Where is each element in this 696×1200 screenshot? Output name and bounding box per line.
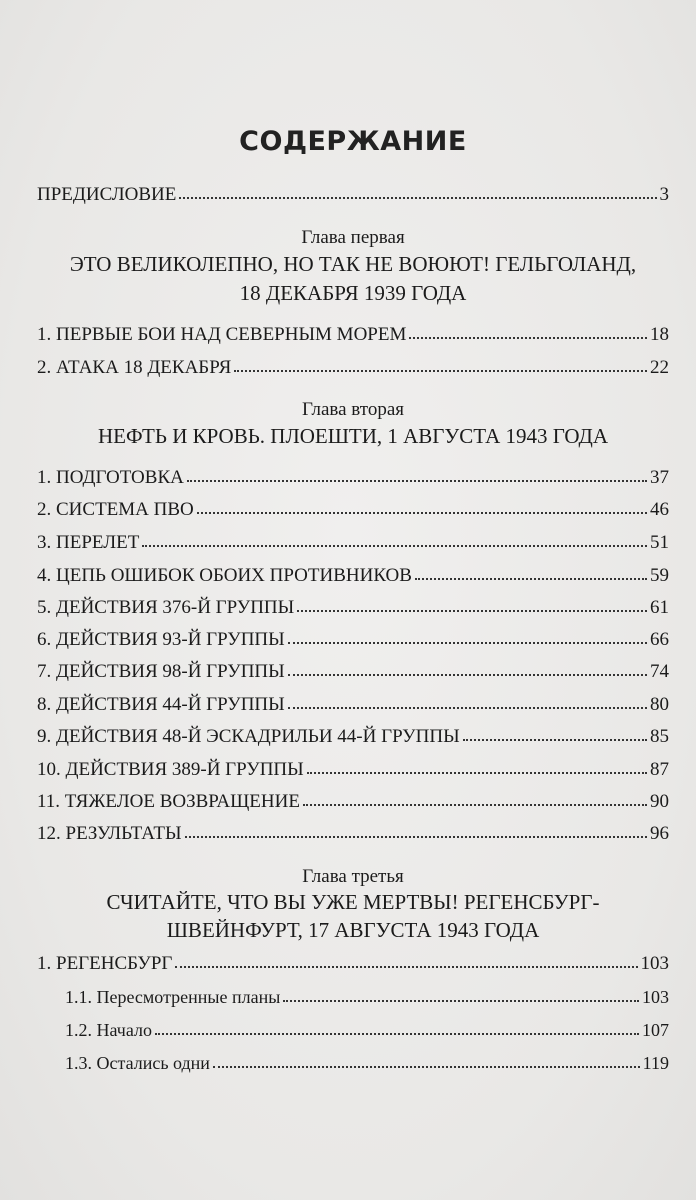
toc-entry-label: 9. ДЕЙСТВИЯ 48-Й ЭСКАДРИЛЬИ 44-Й ГРУППЫ [37,726,460,747]
toc-entry[interactable] [37,790,669,814]
toc-entry-preface[interactable] [37,183,669,207]
toc-entry-label: ПРЕДИСЛОВИЕ [37,184,177,205]
toc-entry[interactable] [37,596,669,620]
toc-entry-page: 37 [650,467,669,488]
chapter-title-line: СЧИТАЙТЕ, ЧТО ВЫ УЖЕ МЕРТВЫ! РЕГЕНСБУРГ- [106,890,600,914]
chapter-title-line: 18 ДЕКАБРЯ 1939 ГОДА [239,281,467,305]
toc-entry-label: 1. РЕГЕНСБУРГ [37,953,173,974]
toc-entry-label: 12. РЕЗУЛЬТАТЫ [37,823,182,844]
toc-entry-page: 107 [642,1020,669,1040]
toc-entry[interactable] [37,822,669,846]
toc-entry[interactable] [37,323,669,347]
toc-subentry[interactable] [65,1051,669,1075]
dot-leader [288,670,647,676]
toc-entry[interactable] [37,466,669,490]
dot-leader [185,832,647,838]
dot-leader [175,962,637,968]
chapter-heading: Глава вторая [301,399,405,420]
dot-leader [288,703,647,709]
dot-leader [197,508,647,514]
chapter-heading: Глава третья [302,866,404,887]
toc-entry[interactable] [37,952,669,976]
toc-entry-page: 119 [642,1053,669,1073]
toc-entry-label: 3. ПЕРЕЛЕТ [37,532,140,553]
toc-entry-label: 1. ПОДГОТОВКА [37,467,184,488]
toc-entry-page: 59 [650,565,669,586]
toc-entry-page: 85 [650,726,669,747]
dot-leader [179,193,656,199]
toc-entry-label: 1.3. Остались одни [65,1053,210,1073]
toc-entry-label: 1. ПЕРВЫЕ БОИ НАД СЕВЕРНЫМ МОРЕМ [37,324,407,345]
dot-leader [307,768,647,774]
dot-leader [142,541,647,547]
toc-entry-label: 4. ЦЕПЬ ОШИБОК ОБОИХ ПРОТИВНИКОВ [37,565,412,586]
dot-leader [234,366,647,372]
toc-entry-label: 2. СИСТЕМА ПВО [37,499,194,520]
toc-entry-page: 18 [650,324,669,345]
toc-entry-page: 22 [650,357,669,378]
toc-entry[interactable] [37,356,669,380]
dot-leader [409,333,647,339]
page-title: СОДЕРЖАНИЕ [239,126,467,157]
toc-entry-label: 1.2. Начало [65,1020,152,1040]
chapter-title-line: ШВЕЙНФУРТ, 17 АВГУСТА 1943 ГОДА [166,918,540,942]
dot-leader [463,735,647,741]
toc-entry[interactable] [37,531,669,555]
toc-entry-page: 103 [640,953,669,974]
dot-leader [155,1029,639,1035]
toc-entry-label: 1.1. Пересмотренные планы [65,987,281,1007]
toc-entry[interactable] [37,660,669,684]
chapter-title-line: ЭТО ВЕЛИКОЛЕПНО, НО ТАК НЕ ВОЮЮТ! ГЕЛЬГОЛАНД, [69,252,637,276]
toc-entry[interactable] [37,725,669,749]
toc-entry-page: 61 [650,597,669,618]
chapter-heading: Глава первая [301,227,405,248]
toc-entry-label: 6. ДЕЙСТВИЯ 93-Й ГРУППЫ [37,629,285,650]
toc-entry-page: 103 [642,987,669,1007]
toc-entry-label: 8. ДЕЙСТВИЯ 44-Й ГРУППЫ [37,694,285,715]
dot-leader [288,638,647,644]
chapter-title-line: НЕФТЬ И КРОВЬ. ПЛОЕШТИ, 1 АВГУСТА 1943 ГОДА [98,424,608,448]
toc-entry-label: 7. ДЕЙСТВИЯ 98-Й ГРУППЫ [37,661,285,682]
toc-entry-page: 96 [650,823,669,844]
dot-leader [303,800,647,806]
toc-entry[interactable] [37,498,669,522]
toc-subentry[interactable] [65,1018,669,1042]
dot-leader [213,1062,640,1068]
toc-entry-page: 87 [650,759,669,780]
toc-entry-page: 3 [659,184,669,205]
toc-entry-label: 5. ДЕЙСТВИЯ 376-Й ГРУППЫ [37,597,295,618]
dot-leader [415,574,647,580]
toc-entry[interactable] [37,628,669,652]
dot-leader [297,606,647,612]
toc-entry-page: 80 [650,694,669,715]
dot-leader [187,476,647,482]
toc-entry[interactable] [37,758,669,782]
toc-subentry[interactable] [65,985,669,1009]
dot-leader [283,996,639,1002]
toc-entry-label: 2. АТАКА 18 ДЕКАБРЯ [37,357,232,378]
toc-entry[interactable] [37,564,669,588]
toc-entry-label: 11. ТЯЖЕЛОЕ ВОЗВРАЩЕНИЕ [37,791,300,812]
toc-entry-label: 10. ДЕЙСТВИЯ 389-Й ГРУППЫ [37,759,304,780]
toc-entry-page: 74 [650,661,669,682]
toc-entry-page: 46 [650,499,669,520]
toc-entry[interactable] [37,693,669,717]
toc-entry-page: 90 [650,791,669,812]
toc-entry-page: 66 [650,629,669,650]
toc-entry-page: 51 [650,532,669,553]
